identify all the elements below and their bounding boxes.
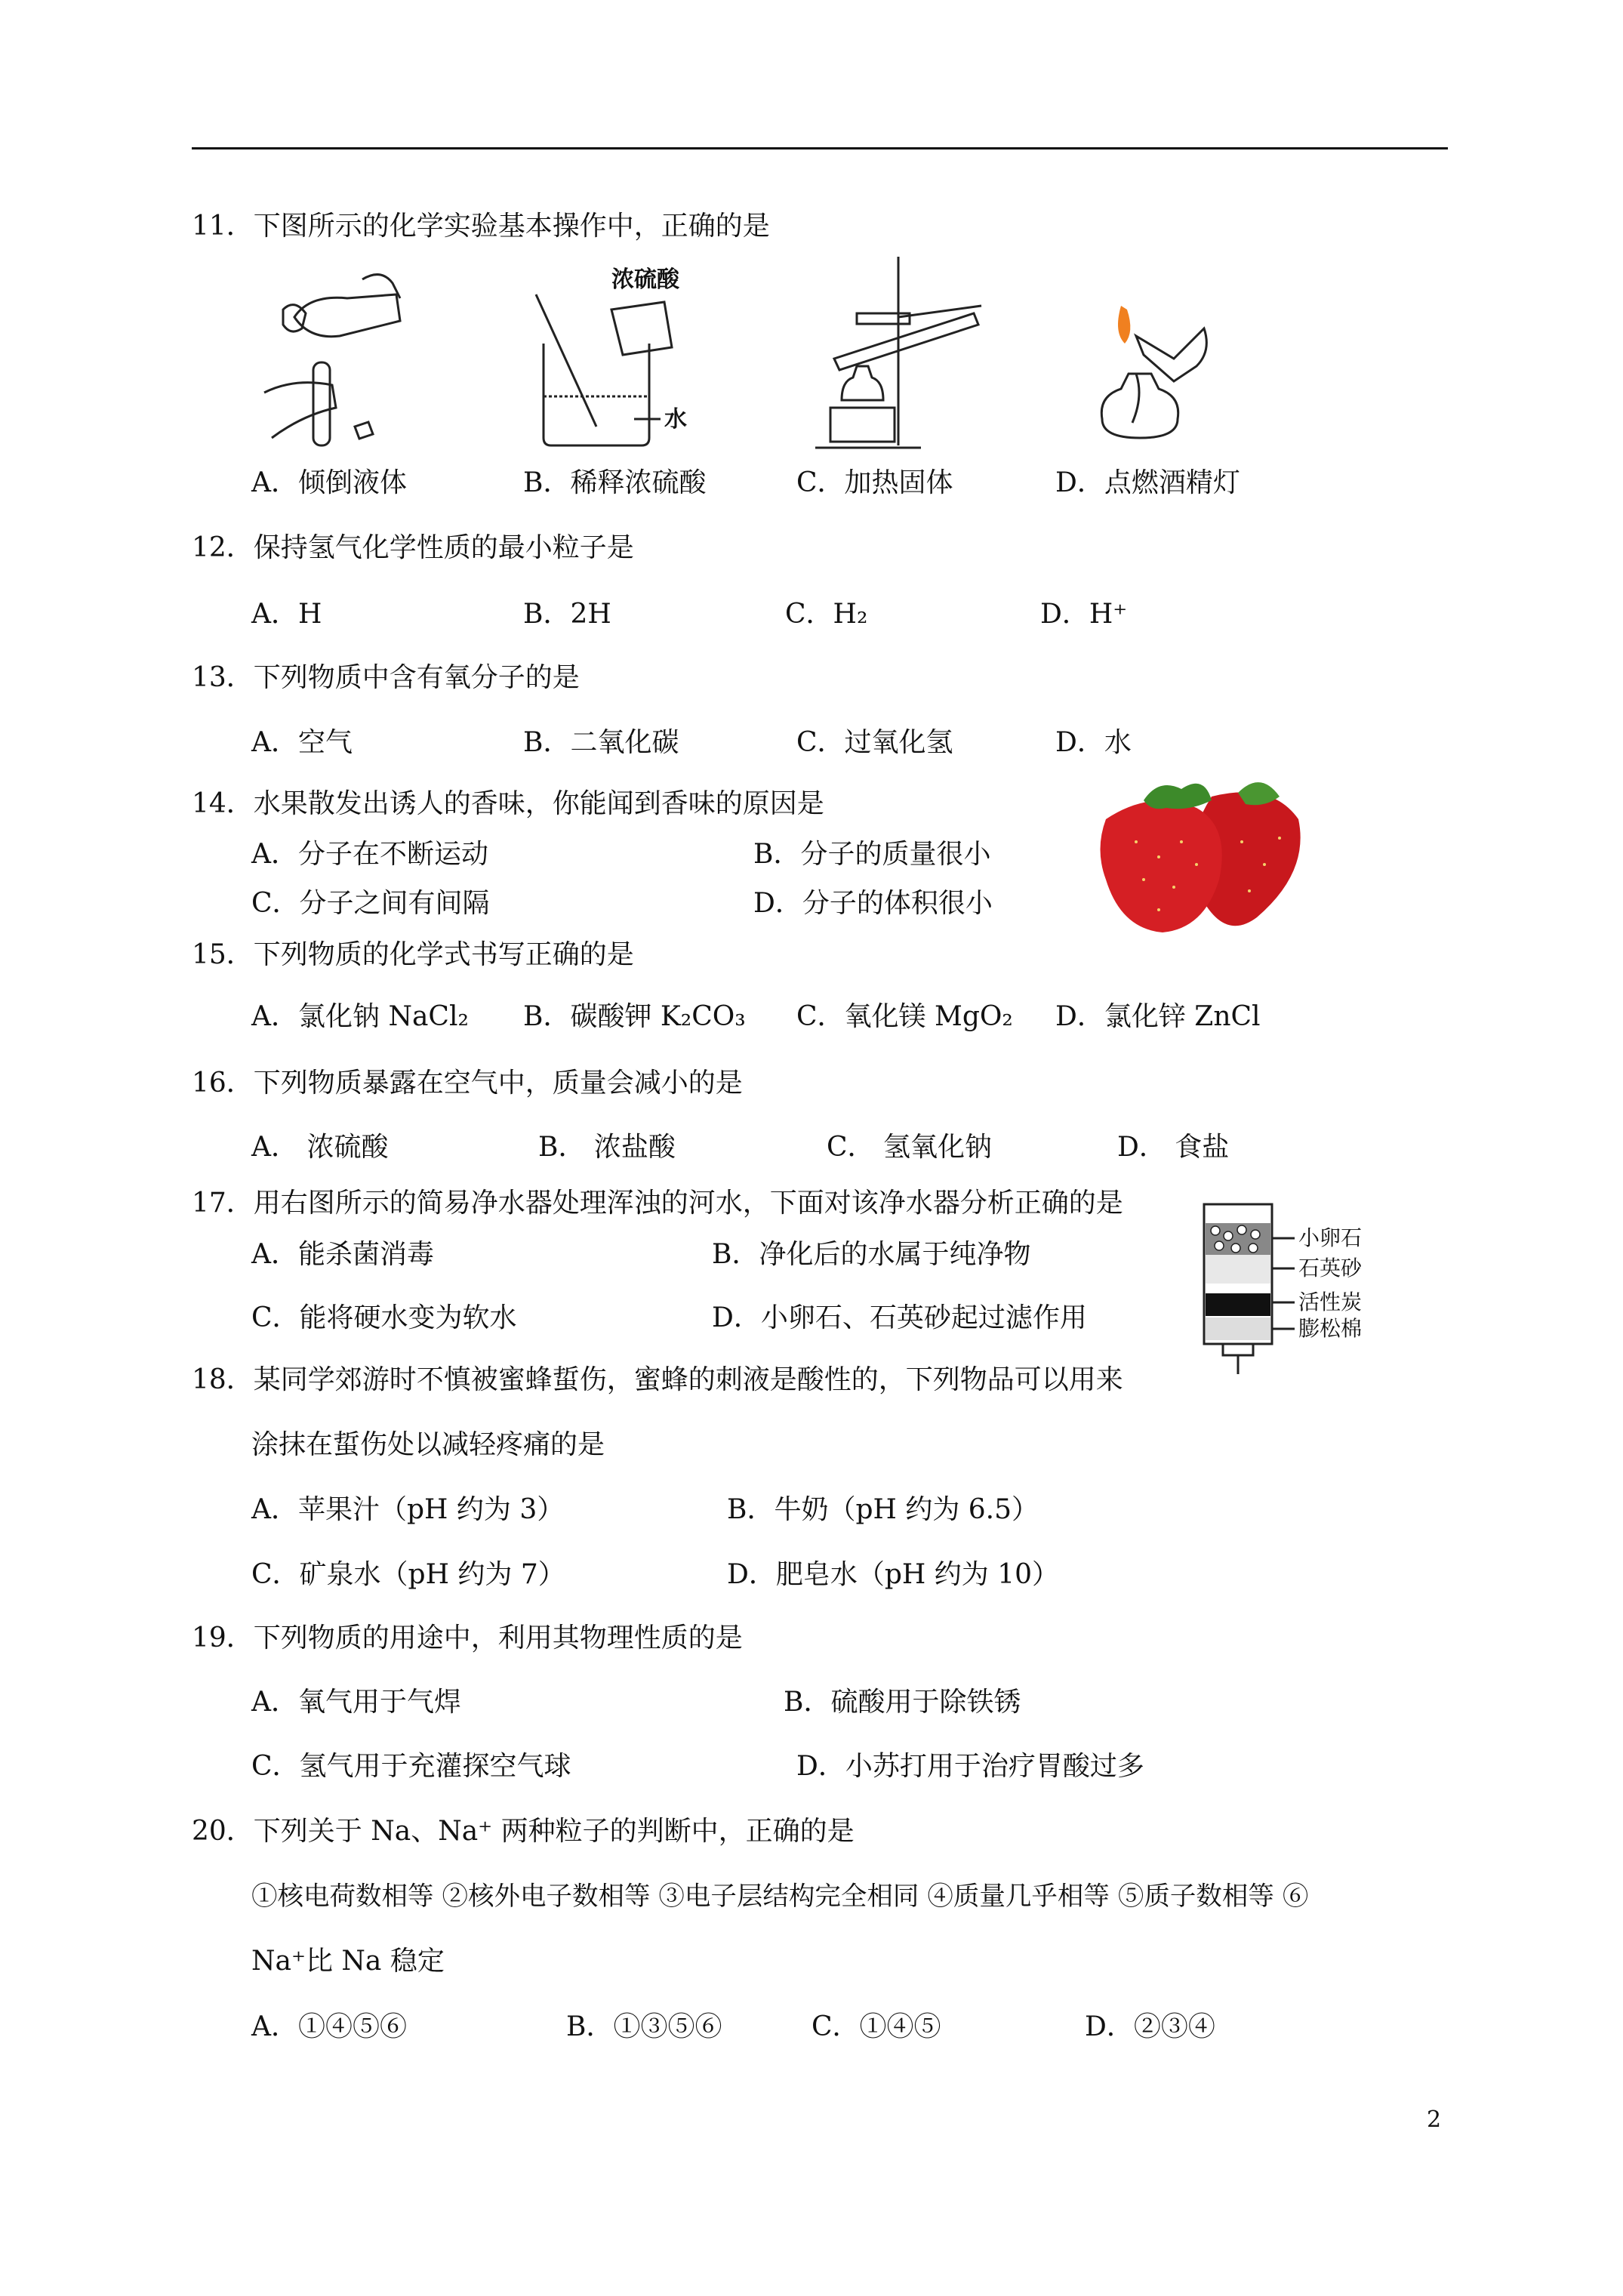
q19-option-a: A．氧气用于气焊 (251, 1687, 461, 1718)
q19-option-b: B．硫酸用于除铁锈 (784, 1687, 1021, 1718)
water-filter-diagram (1196, 1189, 1393, 1378)
figure-heat-solid (800, 253, 996, 453)
q13-stem: 13．下列物质中含有氧分子的是 (192, 662, 580, 693)
q16-option-d: D． 食盐 (1117, 1132, 1230, 1163)
q11-stem: 11．下图所示的化学实验基本操作中，正确的是 (192, 211, 770, 242)
filter-label-pebble: 小卵石 (1298, 1225, 1363, 1250)
page-number: 2 (1427, 2106, 1442, 2133)
strawberry-image (1091, 766, 1310, 940)
label-water: 水 (664, 406, 687, 433)
q13-option-a: A．空气 (251, 727, 353, 758)
q15-option-b: B．碳酸钾 K₂CO₃ (523, 1001, 746, 1032)
q14-option-b: B．分子的质量很小 (753, 839, 991, 870)
q14-option-c: C．分子之间有间隔 (251, 888, 490, 919)
q15-option-a: A．氯化钠 NaCl₂ (251, 1001, 469, 1032)
header-rule (192, 147, 1448, 149)
q11-option-c: C．加热固体 (796, 467, 953, 498)
q11-option-b: B．稀释浓硫酸 (523, 467, 707, 498)
q18-stem: 18．某同学郊游时不慎被蜜蜂蜇伤，蜜蜂的刺液是酸性的，下列物品可以用来 (192, 1364, 1123, 1395)
q12-option-c: C．H₂ (785, 599, 868, 630)
figure-dilute-acid (528, 264, 702, 453)
q17-option-d: D．小卵石、石英砂起过滤作用 (712, 1302, 1087, 1333)
q15-option-d: D．氯化锌 ZnCl (1055, 1001, 1261, 1032)
q19-option-c: C．氢气用于充灌探空气球 (251, 1751, 571, 1782)
label-concentrated-acid: 浓硫酸 (611, 267, 679, 293)
q17-option-c: C．能将硬水变为软水 (251, 1302, 517, 1333)
q20-option-b: B．①③⑤⑥ (566, 2011, 722, 2042)
q20-option-d: D．②③④ (1085, 2011, 1215, 2042)
q18-option-c: C．矿泉水（pH 约为 7） (251, 1559, 565, 1590)
q11-option-d: D．点燃酒精灯 (1055, 467, 1240, 498)
filter-label-carbon: 活性炭 (1298, 1290, 1363, 1314)
q17-stem: 17．用右图所示的简易净水器处理浑浊的河水，下面对该净水器分析正确的是 (192, 1188, 1123, 1219)
q20-statements-continued: Na⁺比 Na 稳定 (251, 1946, 445, 1977)
q18-option-a: A．苹果汁（pH 约为 3） (251, 1494, 565, 1525)
q12-option-a: A．H (251, 599, 322, 630)
q11-option-a: A．倾倒液体 (251, 467, 407, 498)
q12-option-d: D．H⁺ (1040, 599, 1128, 630)
q16-stem: 16．下列物质暴露在空气中，质量会减小的是 (192, 1068, 743, 1099)
q18-option-b: B．牛奶（pH 约为 6.5） (727, 1494, 1039, 1525)
q14-option-a: A．分子在不断运动 (251, 839, 488, 870)
q16-option-c: C． 氢氧化钠 (827, 1132, 992, 1163)
q19-stem: 19．下列物质的用途中，利用其物理性质的是 (192, 1623, 743, 1653)
q16-option-b: B． 浓盐酸 (538, 1132, 676, 1163)
q20-option-a: A．①④⑤⑥ (251, 2011, 407, 2042)
q20-option-c: C．①④⑤ (812, 2011, 941, 2042)
q19-option-d: D．小苏打用于治疗胃酸过多 (796, 1751, 1144, 1782)
q14-stem: 14．水果散发出诱人的香味，你能闻到香味的原因是 (192, 788, 824, 819)
filter-label-sand: 石英砂 (1298, 1256, 1363, 1281)
q12-option-b: B．2H (523, 599, 611, 630)
q13-option-c: C．过氧化氢 (796, 727, 953, 758)
figure-pour-liquid (249, 264, 415, 453)
q12-stem: 12．保持氢气化学性质的最小粒子是 (192, 532, 634, 563)
q16-option-a: A． 浓硫酸 (251, 1132, 389, 1163)
q15-option-c: C．氧化镁 MgO₂ (796, 1001, 1013, 1032)
filter-label-cotton: 膨松棉 (1298, 1316, 1363, 1341)
q14-option-d: D．分子的体积很小 (753, 888, 993, 919)
q20-statements: ①核电荷数相等 ②核外电子数相等 ③电子层结构完全相同 ④质量几乎相等 ⑤质子数相等 ⑥ (251, 1881, 1309, 1912)
figure-alcohol-lamp (1091, 291, 1227, 449)
q15-stem: 15．下列物质的化学式书写正确的是 (192, 939, 634, 970)
q20-stem: 20．下列关于 Na、Na⁺ 两种粒子的判断中，正确的是 (192, 1816, 855, 1847)
q18-option-d: D．肥皂水（pH 约为 10） (727, 1559, 1059, 1590)
q13-option-b: B．二氧化碳 (523, 727, 679, 758)
q17-option-a: A．能杀菌消毒 (251, 1239, 434, 1270)
q18-stem-continued: 涂抹在蜇伤处以减轻疼痛的是 (251, 1429, 605, 1460)
q17-option-b: B．净化后的水属于纯净物 (712, 1239, 1031, 1270)
q13-option-d: D．水 (1055, 727, 1132, 758)
